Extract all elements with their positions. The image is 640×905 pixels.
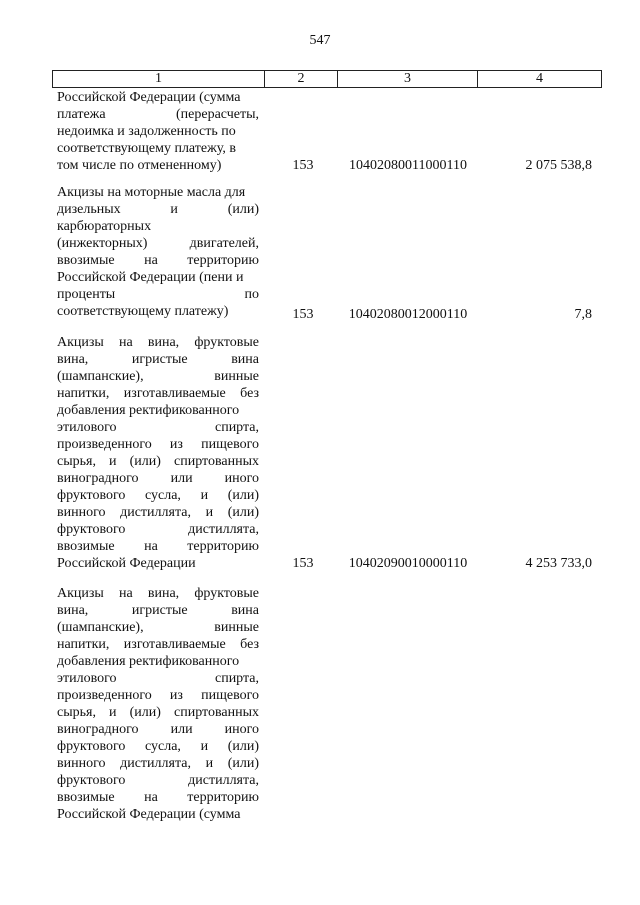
description-line: платежа (перерасчеты, (57, 107, 259, 122)
description-line: напитки, изготавливаемые без (57, 637, 259, 652)
description-line: соответствующему платежу) (57, 304, 229, 319)
description-line: винного дистиллята, и (или) (57, 505, 259, 520)
row-kbk: 10402080011000110 (349, 158, 467, 173)
description-line: виноградного или иного (57, 722, 259, 737)
description-line: соответствующему платежу, в (57, 141, 236, 156)
header-col-3: 3 (337, 71, 477, 87)
description-line: виноградного или иного (57, 471, 259, 486)
description-line: ввозимые на территорию (57, 790, 259, 805)
description-line: фруктового дистиллята, (57, 522, 259, 537)
description-line: (инжекторных) двигателей, (57, 236, 259, 251)
header-col-1: 1 (155, 71, 162, 86)
description-line: фруктового сусла, и (или) (57, 739, 259, 754)
description-line: Российской Федерации (пени и (57, 270, 244, 285)
row-description (57, 334, 259, 572)
description-line: (шампанские), винные (57, 369, 259, 384)
description-line: вина, игристые вина (57, 352, 259, 367)
row-description (57, 89, 259, 174)
description-line: дизельных и (или) (57, 202, 259, 217)
row-code: 153 (292, 158, 314, 173)
description-line: винного дистиллята, и (или) (57, 756, 259, 771)
description-line: этилового спирта, (57, 671, 259, 686)
description-line: фруктового дистиллята, (57, 773, 259, 788)
row-code: 153 (292, 307, 314, 322)
description-line: проценты по (57, 287, 259, 302)
description-line: добавления ректификованного (57, 654, 240, 669)
row-kbk: 10402090010000110 (348, 556, 468, 571)
description-line: произведенного из пищевого (57, 437, 259, 452)
description-line: этилового спирта, (57, 420, 259, 435)
header-col-4: 4 (477, 71, 601, 87)
description-line: Российской Федерации (57, 556, 196, 571)
description-line: (шампанские), винные (57, 620, 259, 635)
description-line: Акцизы на вина, фруктовые (57, 586, 259, 601)
row-kbk: 10402080012000110 (348, 307, 468, 322)
header-col-2: 2 (264, 71, 337, 87)
description-line: напитки, изготавливаемые без (57, 386, 259, 401)
description-line: Российской Федерации (сумма (57, 807, 241, 822)
row-code: 153 (292, 556, 314, 571)
description-line: произведенного из пищевого (57, 688, 259, 703)
description-line: фруктового сусла, и (или) (57, 488, 259, 503)
description-line: ввозимые на территорию (57, 253, 259, 268)
description-line: том числе по отмененному) (57, 158, 222, 173)
page-number: 547 (309, 33, 331, 48)
row-description (57, 184, 259, 320)
description-line: вина, игристые вина (57, 603, 259, 618)
description-line: сырья, и (или) спиртованных (57, 705, 259, 720)
row-amount: 4 253 733,0 (525, 556, 592, 571)
description-line: Акцизы на вина, фруктовые (57, 335, 259, 350)
row-amount: 2 075 538,8 (525, 158, 592, 173)
description-line: добавления ректификованного (57, 403, 240, 418)
row-amount: 7,8 (574, 307, 592, 322)
description-line: Акцизы на моторные масла для (57, 185, 246, 200)
description-line: ввозимые на территорию (57, 539, 259, 554)
row-description (57, 585, 259, 823)
description-line: сырья, и (или) спиртованных (57, 454, 259, 469)
description-line: Российской Федерации (сумма (57, 90, 241, 105)
description-line: недоимка и задолженность по (57, 124, 236, 139)
description-line: карбюраторных (57, 219, 152, 234)
table-header (52, 70, 602, 88)
